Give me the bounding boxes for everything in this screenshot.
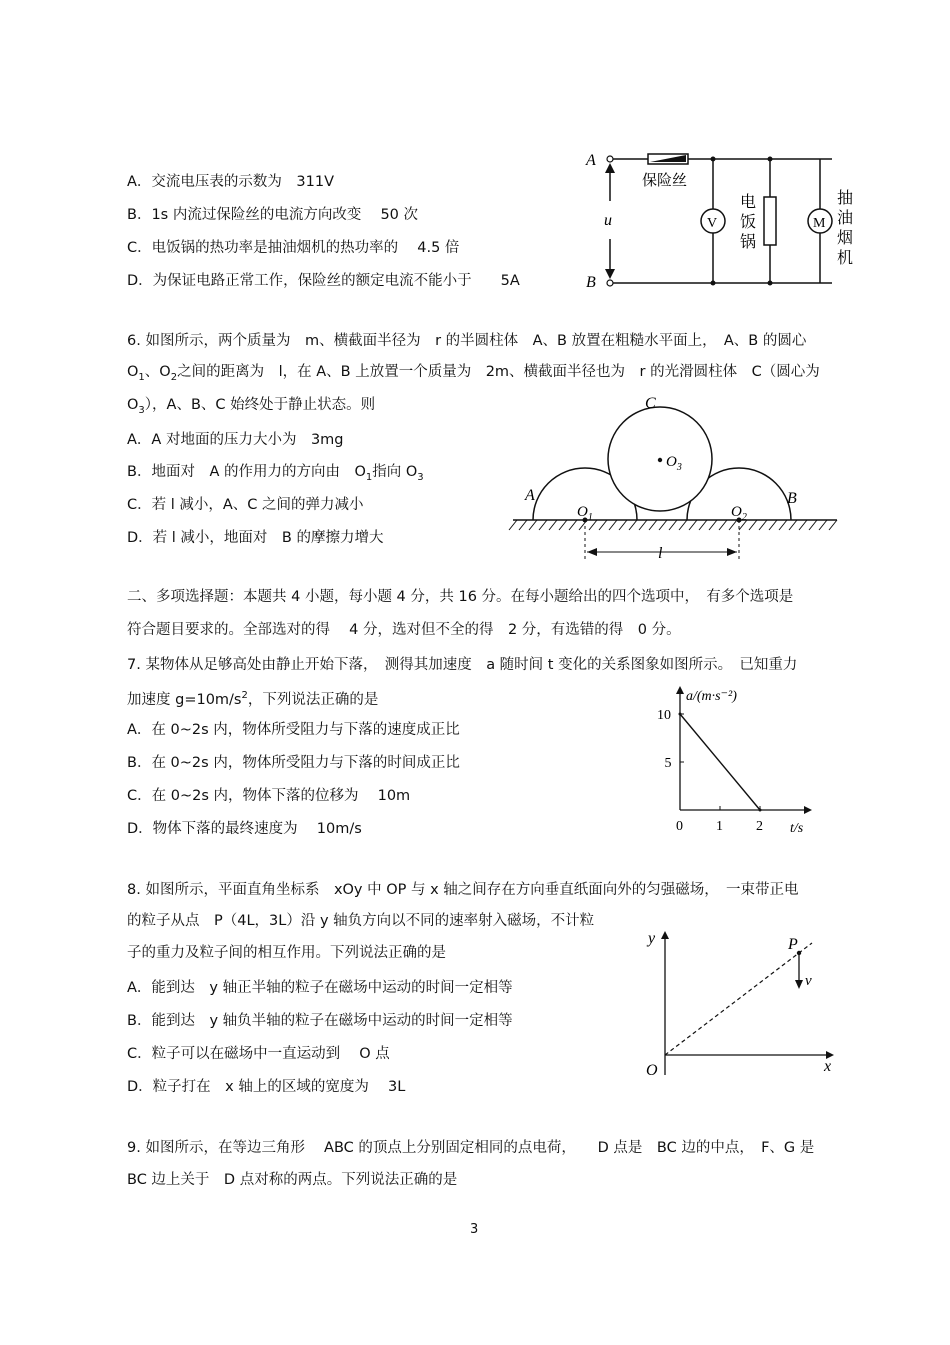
q7-option-c: C．在 0~2s 内，物体下落的位移为 10m [127,788,411,804]
label-a: A [525,487,535,504]
cooker-label-1: 电 [740,192,757,211]
cooker-label-3: 锅 [740,232,757,251]
q8-option-d: D．粒子打在 x 轴上的区域的宽度为 3L [127,1079,406,1095]
hood-label-1: 抽 [837,188,854,207]
q8-stem-line2: 的粒子从点 P（4L，3L）沿 y 轴负方向以不同的速率射入磁场，不计粒 [127,913,595,929]
q5-option-c: C．电饭锅的热功率是抽油烟机的热功率的 4.5 倍 [127,240,460,256]
q5-option-a: A．交流电压表的示数为 311V [127,174,335,190]
q8-option-c: C．粒子可以在磁场中一直运动到 O 点 [127,1046,390,1062]
label-y: y [648,930,656,947]
q7-acceleration-time-graph [650,680,825,840]
q8-stem-line1: 8. 如图所示，平面直角坐标系 xOy 中 OP 与 x 轴之间存在方向垂直纸面向外的匀强磁场， 一束带正电 [127,882,799,898]
q6-stem-line2: $O_1$、$O_2$之间的距离为 l，在 A、B 上放置一个质量为 2m、横截面半径也为 r 的光滑圆柱体 C（圆心为 [127,364,820,383]
q8-option-a: A．能到达 y 轴正半轴的粒子在磁场中运动的时间一定相等 [127,980,513,996]
q7-stem-line2: 加速度 $g=10m/s^2$，下列说法正确的是 [127,690,379,708]
label-o1: $O_1$ [577,504,593,523]
y-tick-label-5: 5 [664,756,672,771]
q7-stem-line1: 7. 某物体从足够高处由静止开始下落， 测得其加速度 a 随时间 t 变化的关系图象如图所示。 已知重力 [127,657,798,673]
q6-option-b: B．地面对 A 的作用力的方向由 $O_1$指向 $O_3$ [127,464,424,483]
motor-label: M [813,216,826,231]
q8-coordinate-diagram [640,925,840,1085]
label-p: P [788,936,798,953]
q7-option-d: D．物体下落的最终速度为 10m/s [127,821,362,837]
voltmeter-label: V [707,216,718,231]
page-number: 3 [470,1222,479,1237]
fuse-label: 保险丝 [642,171,688,189]
q6-stem-line3: $O_3$），A、B、C 始终处于静止状态。则 [127,397,376,416]
q6-cylinders-diagram [505,390,845,570]
q5-circuit-diagram [580,145,870,295]
op-line [665,943,812,1055]
q8-option-b: B．能到达 y 轴负半轴的粒子在磁场中运动的时间一定相等 [127,1013,513,1029]
x-axis-label: t/s [790,821,804,836]
cooker-label-2: 饭 [740,212,757,231]
cooker-resistor-symbol [764,197,776,245]
q6-option-c: C．若 l 减小，A、C 之间的弹力减小 [127,497,364,513]
hood-label-3: 烟 [837,228,854,247]
terminal-b [607,280,613,286]
y-tick-label-10: 10 [657,708,671,723]
x-tick-label-0: 0 [676,819,683,834]
label-l: l [658,545,663,562]
q8-stem-line3: 子的重力及粒子间的相互作用。下列说法正确的是 [127,945,446,961]
y-axis-label: a/(m·s⁻²) [686,689,737,704]
q7-option-a: A．在 0~2s 内，物体所受阻力与下落的速度成正比 [127,722,460,738]
x-tick-label-2: 2 [756,819,763,834]
q6-option-d: D．若 l 减小，地面对 B 的摩擦力增大 [127,530,384,546]
q9-stem-line1: 9. 如图所示，在等边三角形 ABC 的顶点上分别固定相同的点电荷， D 点是 BC 边的中点， F、G 是 [127,1140,815,1156]
terminal-a [607,156,613,162]
q7-option-b: B．在 0~2s 内，物体所受阻力与下落的时间成正比 [127,755,460,771]
label-o2: $O_2$ [731,504,747,523]
q6-stem-line1: 6. 如图所示，两个质量为 m、横截面半径为 r 的半圆柱体 A、B 放置在粗糙水平面上， A、B 的圆心 [127,333,807,349]
label-b: B [787,490,797,507]
section2-heading-line1: 二、多项选择题：本题共 4 小题，每小题 4 分，共 16 分。在每小题给出的四个选项中， 有多个选项是 [127,589,794,605]
q5-option-d: D．为保证电路正常工作，保险丝的额定电流不能小于 5A [127,273,520,289]
q9-stem-line2: BC 边上关于 D 点对称的两点。下列说法正确的是 [127,1172,458,1188]
section2-heading-line2: 符合题目要求的。全部选对的得 4 分，选对但不全的得 2 分，有选错的得 0 分。 [127,622,681,638]
label-o3: $O_3$ [666,454,682,473]
hood-label-2: 油 [837,208,854,227]
label-a: A [586,152,596,169]
label-v: v [805,973,812,989]
x-tick-label-1: 1 [716,819,723,834]
q5-option-b: B．1s 内流过保险丝的电流方向改变 50 次 [127,207,419,223]
label-o: O [646,1062,658,1079]
label-c: C [645,395,656,412]
label-u: u [604,212,612,229]
label-x: x [824,1058,832,1075]
series-line [680,714,760,810]
label-b: B [586,274,596,291]
hood-label-4: 机 [837,248,854,267]
q6-option-a: A．A 对地面的压力大小为 3mg [127,432,344,448]
